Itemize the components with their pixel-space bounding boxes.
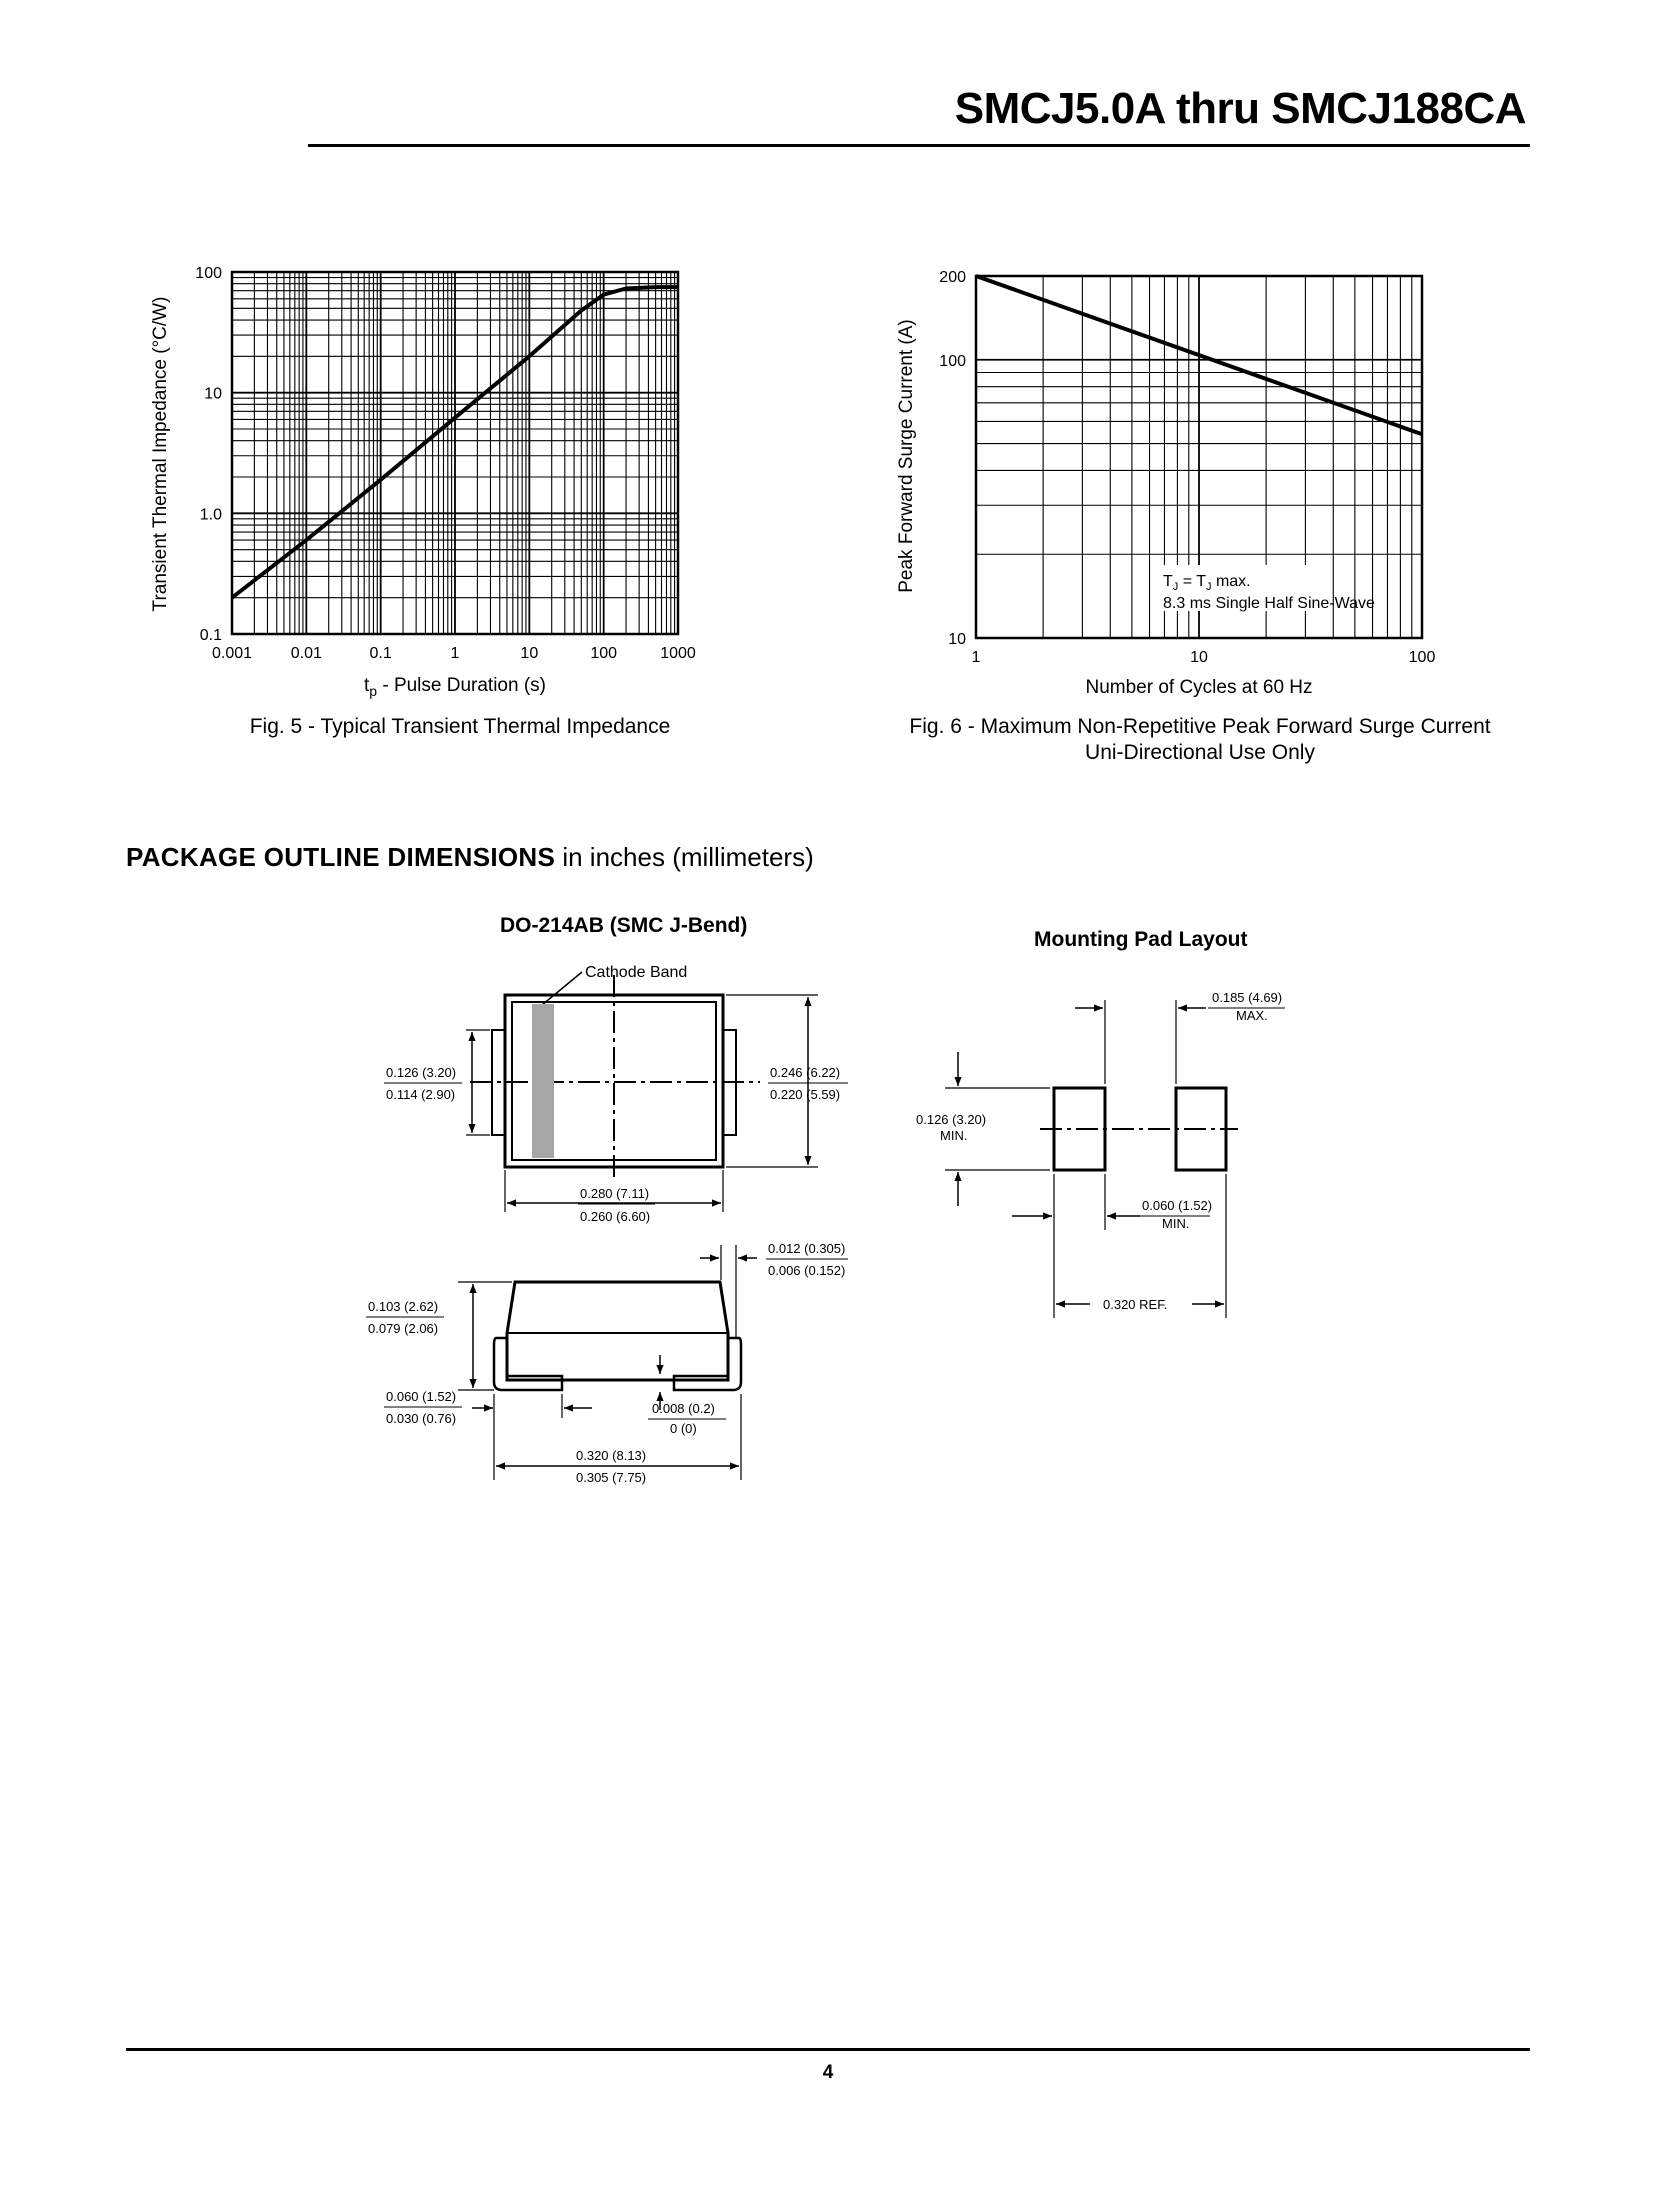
fig6-y-axis-label: Peak Forward Surge Current (A) bbox=[896, 319, 917, 593]
pad-width-note: MAX. bbox=[1236, 1008, 1268, 1023]
fig6-caption-line2: Uni-Directional Use Only bbox=[1085, 740, 1315, 764]
dim-d-min: 0.006 (0.152) bbox=[768, 1263, 846, 1278]
fig5-caption: Fig. 5 - Typical Transient Thermal Impedance bbox=[249, 715, 671, 738]
dim-a-max: 0.126 (3.20) bbox=[386, 1065, 457, 1080]
cathode-band bbox=[532, 1004, 554, 1158]
fig6-y-tick-label: 200 bbox=[939, 269, 966, 286]
dim-d-max: 0.012 (0.305) bbox=[768, 1241, 846, 1256]
fig6-annotation-sine: 8.3 ms Single Half Sine-Wave bbox=[1163, 595, 1375, 612]
fig6-annotation-tj: $T_J = T_J$ max. bbox=[1163, 573, 1251, 593]
page-number: 4 bbox=[822, 2062, 834, 2083]
page-title: SMCJ5.0A thru SMCJ188CA bbox=[954, 84, 1526, 133]
pad-layout-title: Mounting Pad Layout bbox=[1034, 928, 1248, 951]
fig6-x-tick-label: 10 bbox=[1190, 649, 1208, 666]
do214-title: DO-214AB (SMC J-Bend) bbox=[500, 914, 748, 937]
dim-c-min: 0.260 (6.60) bbox=[580, 1209, 651, 1224]
do214-side-body bbox=[507, 1282, 728, 1380]
package-title-rest: in inches (millimeters) bbox=[555, 842, 814, 872]
fig6-x-axis-label: Number of Cycles at 60 Hz bbox=[1085, 677, 1313, 698]
fig5-x-tick-label: 10 bbox=[520, 645, 539, 662]
fig5-x-tick-label: 0.1 bbox=[369, 645, 392, 662]
pad-height-note: MIN. bbox=[940, 1128, 968, 1143]
cathode-band-label: Cathode Band bbox=[585, 964, 688, 981]
dim-e-min: 0.079 (2.06) bbox=[368, 1321, 439, 1336]
pad-gap-dim: 0.060 (1.52) bbox=[1142, 1198, 1213, 1213]
fig5-y-axis-label: Transient Thermal Impedance (°C/W) bbox=[150, 296, 171, 612]
dim-g-min: 0 (0) bbox=[670, 1421, 697, 1436]
do214-side-right-lead bbox=[674, 1338, 741, 1390]
fig6-y-tick-label: 10 bbox=[948, 631, 966, 648]
fig5-x-tick-label: 1 bbox=[450, 645, 460, 662]
fig6-x-tick-label: 100 bbox=[1408, 649, 1436, 666]
fig6-y-tick-label: 100 bbox=[939, 352, 966, 370]
do214-side-left-lead bbox=[494, 1338, 562, 1390]
fig6-caption-line1: Fig. 6 - Maximum Non-Repetitive Peak Forward Surge Current bbox=[909, 715, 1491, 738]
fig5-y-tick-label: 1.0 bbox=[199, 506, 222, 524]
fig5-y-tick-label: 100 bbox=[195, 265, 222, 282]
fig5-x-tick-label: 0.001 bbox=[211, 645, 253, 662]
fig5-y-tick-label: 10 bbox=[204, 385, 222, 403]
fig5-x-tick-label: 100 bbox=[590, 645, 618, 662]
fig6-x-tick-label: 1 bbox=[971, 649, 981, 666]
footer-rule bbox=[126, 2048, 1530, 2051]
fig5-y-tick-label: 0.1 bbox=[199, 627, 222, 644]
package-title-bold: PACKAGE OUTLINE DIMENSIONS bbox=[126, 842, 556, 872]
fig5-x-axis-label: $t_p$ - Pulse Duration (s) bbox=[363, 675, 547, 699]
dim-b-min: 0.220 (5.59) bbox=[770, 1087, 841, 1102]
dim-e-max: 0.103 (2.62) bbox=[368, 1299, 439, 1314]
pad-height-dim: 0.126 (3.20) bbox=[916, 1112, 987, 1127]
dim-f-min: 0.030 (0.76) bbox=[386, 1411, 457, 1426]
dim-h-max: 0.320 (8.13) bbox=[576, 1448, 647, 1463]
fig5-x-tick-label: 1000 bbox=[660, 645, 696, 662]
pad-width-dim: 0.185 (4.69) bbox=[1212, 990, 1283, 1005]
dim-a-min: 0.114 (2.90) bbox=[386, 1087, 456, 1102]
dim-f-max: 0.060 (1.52) bbox=[386, 1389, 457, 1404]
cathode-band-leader bbox=[542, 972, 582, 1005]
dim-h-min: 0.305 (7.75) bbox=[576, 1470, 647, 1485]
dim-c-max: 0.280 (7.11) bbox=[580, 1186, 650, 1201]
dim-g-max: 0.008 (0.2) bbox=[652, 1401, 715, 1416]
fig5-x-tick-label: 0.01 bbox=[290, 645, 322, 662]
pad-ref-dim: 0.320 REF. bbox=[1103, 1297, 1168, 1312]
dim-b-max: 0.246 (6.22) bbox=[770, 1065, 841, 1080]
pad-gap-note: MIN. bbox=[1162, 1216, 1190, 1231]
